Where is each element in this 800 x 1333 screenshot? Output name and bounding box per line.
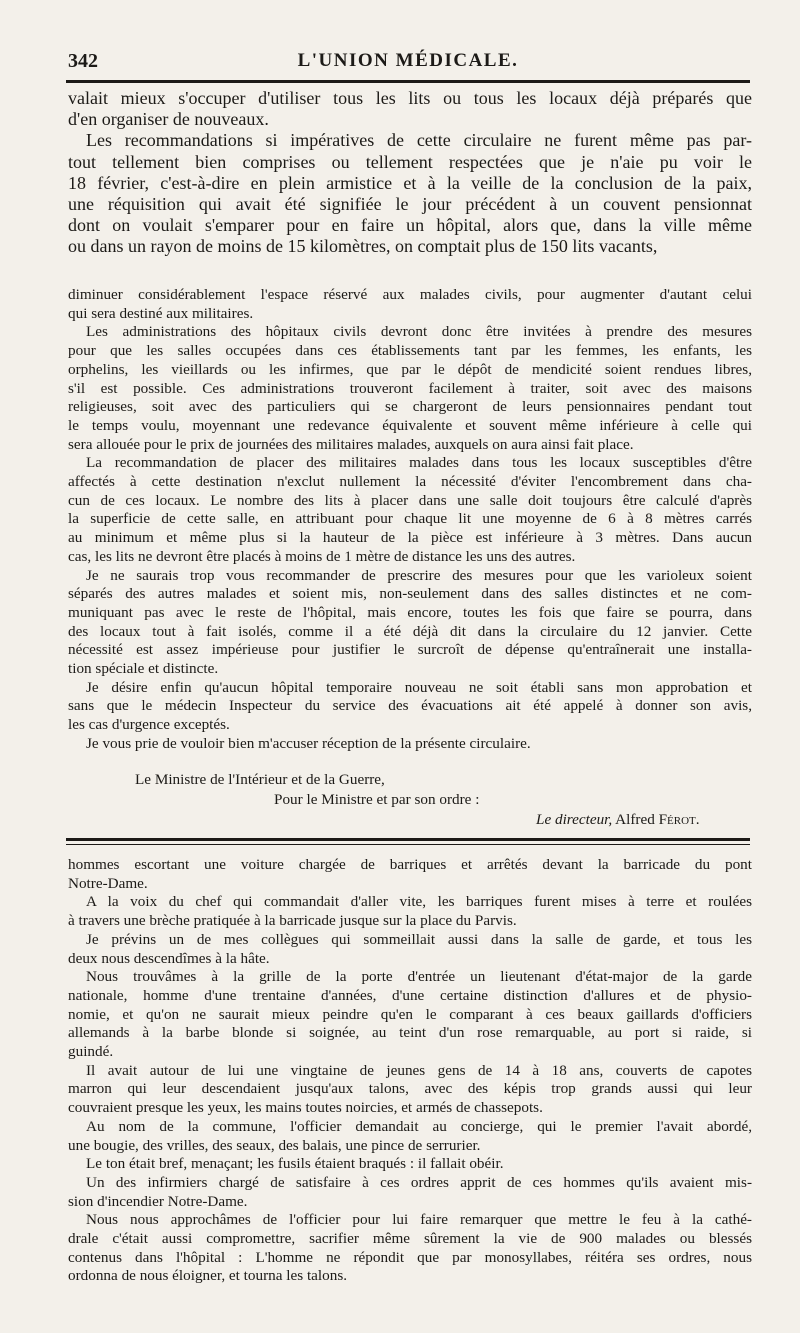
text-line: nécessité est assez impérieuse pour justifier le surcroît de dépense qu'entraînerait une installa- [68, 641, 752, 659]
text-line: tion spéciale et distincte. [68, 660, 219, 678]
page-number: 342 [68, 50, 98, 72]
text-line: Au nom de la commune, l'officier demandait au concierge, qui le premier l'avait abordé, [86, 1117, 752, 1135]
text-line: ordonna de nous éloigner, et tourna les talons. [68, 1267, 348, 1285]
text-line: muniquant pas avec le reste de l'hôpital, mais encore, toutes les fois que faire se pourra, dans [68, 603, 752, 621]
narrative-text-section [68, 856, 752, 1286]
text-line: cun de ces locaux. Le nombre des lits à placer dans une salle doit toujours être calculé d'après [68, 491, 752, 509]
page-header [68, 46, 748, 76]
signature-first-name: Alfred [615, 811, 655, 828]
text-line: affectés à cette destination n'exclut nullement la nécessité d'éviter l'encombrement dans cha- [68, 473, 752, 491]
running-title: L'UNION MÉDICALE. [297, 50, 519, 71]
text-line: 18 février, c'est-à-dire en plein armistice et à la veille de la conclusion de la paix, [68, 172, 752, 193]
text-line: diminuer considérablement l'espace réservé aux malades civils, pour augmenter d'autant celui [68, 286, 752, 303]
text-line: Le ton était bref, menaçant; les fusils étaient braqués : il fallait obéir. [86, 1155, 504, 1173]
text-line: dont on voulait s'emparer pour en faire un hôpital, alors que, dans la ville même [68, 215, 752, 236]
text-line: le temps voulu, moyennant une redevance équivalente et souvent même inférieure à celle qui [68, 416, 752, 434]
signature-role: Le directeur, [536, 811, 613, 828]
text-line: guindé. [68, 1043, 114, 1061]
text-line: couvraient presque les yeux, les mains toutes noircies, et armés de chassepots. [68, 1099, 543, 1117]
text-line: au minimum et même plus si la hauteur de la pièce est inférieure à 3 mètres. Dans aucun [68, 529, 752, 547]
text-line: sans que le médecin Inspecteur du service des évacuations ait été appelé à donner son avis, [68, 697, 752, 715]
text-line: tout tellement bien comprises ou tellement respectées que je n'aie pu voir le [68, 151, 752, 172]
section-rule-bottom [66, 844, 750, 845]
text-line: qui sera destiné aux militaires. [68, 304, 254, 322]
text-line: religieuses, soit avec des particuliers qui se chargeront de leurs pensionnaires pendant tout [68, 398, 752, 416]
text-line: pour que les salles occupées dans ces établissements tant par les femmes, les enfants, les [68, 342, 752, 360]
signature-minister: Le Ministre de l'Intérieur et de la Guerre, [135, 771, 385, 788]
text-line: marron qui leur descendaient jusqu'aux talons, avec des képis trop grands aussi qui leur [68, 1080, 752, 1098]
signature-director [536, 811, 700, 829]
text-line: allemands à la barbe blonde si soignée, au teint d'un rose remarquable, au port si raide, si [68, 1024, 752, 1042]
text-line: orphelins, les vieillards ou les infirmes, que par le dépôt de mendicité soient rendues libres, [68, 360, 752, 378]
text-line: s'il est possible. Ces administrations trouveront facilement à traiter, soit avec des maisons [68, 379, 752, 397]
text-line: séparés des autres malades et soient mis, non-seulement dans des salles distinctes et ne com- [68, 585, 752, 603]
text-line: Nous nous approchâmes de l'officier pour lui faire remarquer que mettre le feu à la cathé- [86, 1211, 752, 1229]
text-line: cas, les lits ne devront être placés à moins de 1 mètre de distance les uns des autres. [68, 547, 576, 565]
text-line: Je ne saurais trop vous recommander de prescrire des mesures pour que les varioleux soient [86, 566, 752, 584]
text-line: les cas d'urgence exceptés. [68, 716, 230, 734]
header-rule [66, 80, 750, 83]
text-line: la superficie de cette salle, en attribuant pour chaque lit une moyenne de 6 à 8 mètres carrés [68, 510, 752, 528]
signature-by-order: Pour le Ministre et par son ordre : [274, 791, 480, 808]
text-line: nomie, et qu'on ne saurait mieux peindre qu'en le comparant à ces beaux gaillards d'officiers [68, 1005, 752, 1023]
text-line: Nous trouvâmes à la grille de la porte d'entrée un lieutenant d'état-major de la garde [86, 968, 752, 986]
text-line: Je prévins un de mes collègues qui sommeillait aussi dans la salle de garde, et tous les [86, 930, 752, 948]
text-line: d'en organiser de nouveaux. [68, 109, 269, 130]
text-line: une réquisition qui avait été signifiée le jour précédent à un couvent pensionnat [68, 194, 752, 215]
text-line: valait mieux s'occuper d'utiliser tous les lits ou tous les locaux déjà préparés que [68, 88, 752, 108]
text-line: deux nous descendîmes à la hâte. [68, 949, 270, 967]
text-line: des locaux tout à fait isolés, comme il a été déjà dit dans la circulaire du 12 janvier. Cette [68, 622, 752, 640]
signature-last-name: Férot. [658, 811, 700, 828]
text-line: contenus dans l'hôpital : L'homme ne répondit que par monosyllabes, réitéra ses ordres, nous [68, 1248, 752, 1266]
text-line: La recommandation de placer des militaires malades dans tous les locaux susceptibles d'être [86, 454, 752, 472]
text-line: drale c'était aussi compromettre, sacrifier même sûrement la vie de 900 malades ou blessés [68, 1230, 752, 1248]
text-line: Je vous prie de vouloir bien m'accuser réception de la présente circulaire. [86, 734, 531, 752]
text-line: sion d'incendier Notre-Dame. [68, 1192, 248, 1210]
circular-text-section [68, 286, 752, 754]
text-line: Je désire enfin qu'aucun hôpital temporaire nouveau ne soit établi sans mon approbation et [86, 678, 752, 696]
text-line: Les administrations des hôpitaux civils devront donc être invitées à prendre des mesures [86, 323, 752, 341]
text-line: Les recommandations si impératives de cette circulaire ne furent même pas par- [86, 130, 752, 151]
text-line: A la voix du chef qui commandait d'aller vite, les barriques furent mises à terre et roulées [86, 893, 752, 911]
body-text-section-1 [68, 88, 752, 258]
text-line: nationale, homme d'une trentaine d'années, d'une certaine distinction d'allures et de physio- [68, 986, 752, 1004]
text-line: Il avait autour de lui une vingtaine de jeunes gens de 14 à 18 ans, couverts de capotes [86, 1061, 752, 1079]
text-line: ou dans un rayon de moins de 15 kilomètres, on comptait plus de 150 lits vacants, [68, 236, 658, 257]
section-rule-top [66, 838, 750, 841]
text-line: sera allouée pour le prix de journées des militaires malades, auxquels on aura ainsi fait place. [68, 435, 634, 453]
text-line: Un des infirmiers chargé de satisfaire à ces ordres apprit de ces hommes qu'ils avaient mis- [86, 1173, 752, 1191]
text-line: hommes escortant une voiture chargée de barriques et arrêtés devant la barricade du pont [68, 856, 752, 873]
text-line: à travers une brèche pratiquée à la barricade jusque sur la place du Parvis. [68, 912, 517, 930]
text-line: Notre-Dame. [68, 874, 148, 892]
text-line: une bougie, des vrilles, des seaux, des balais, une pince de serrurier. [68, 1136, 481, 1154]
